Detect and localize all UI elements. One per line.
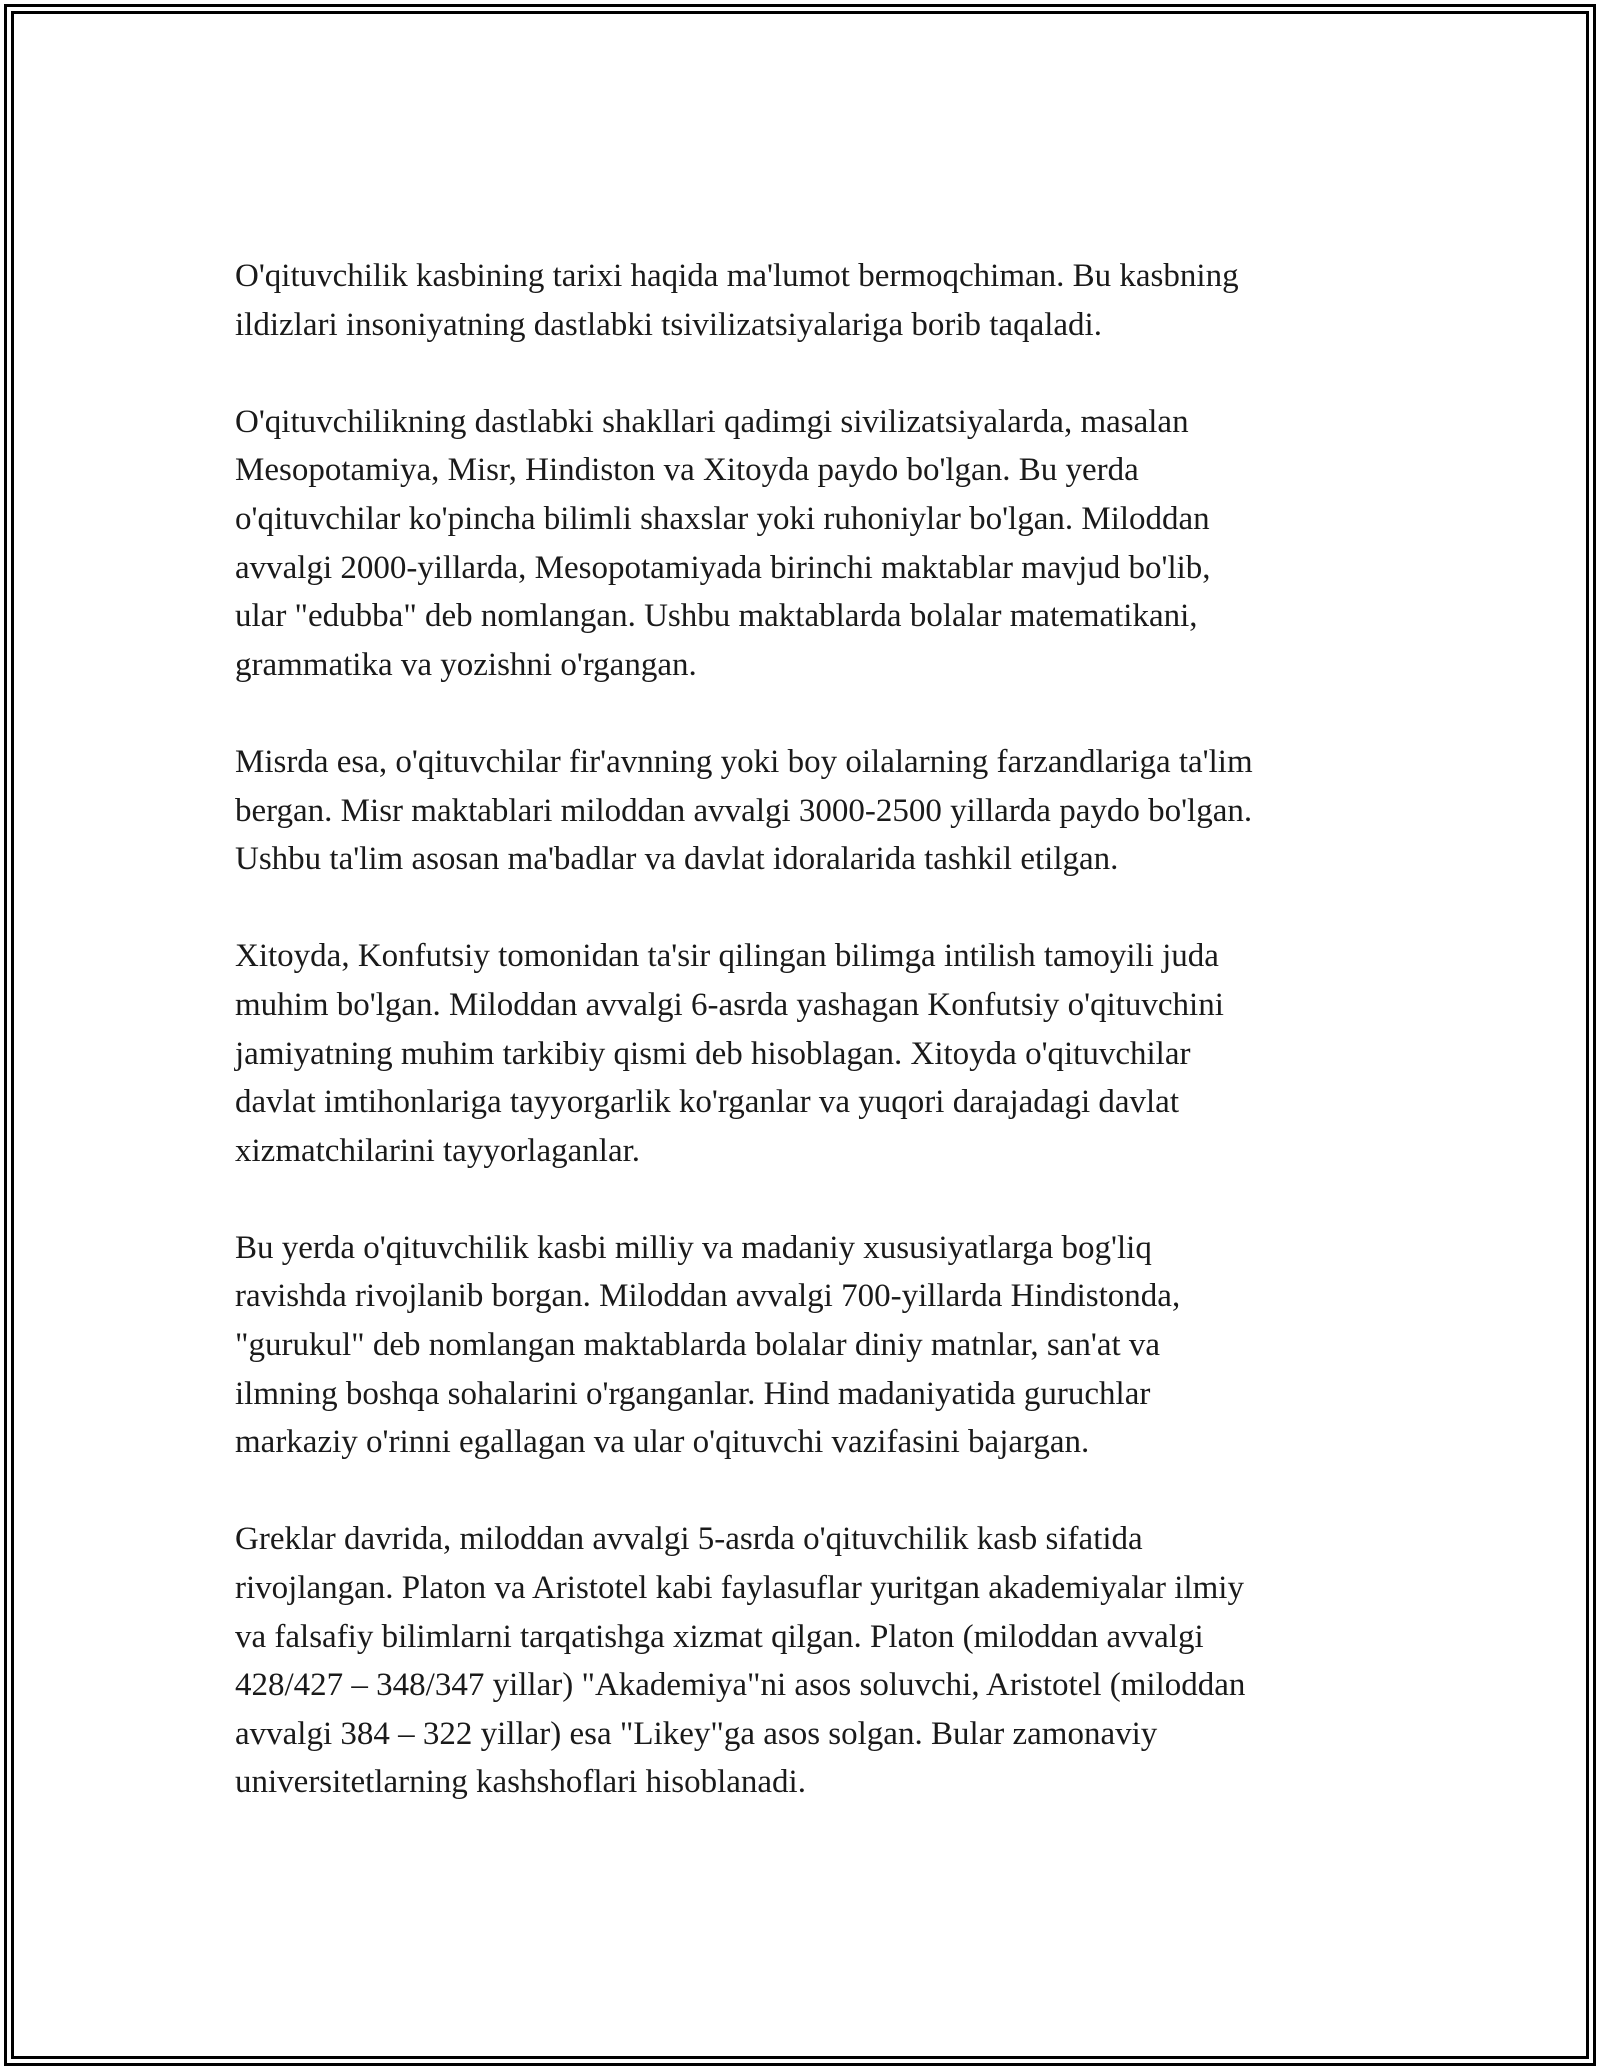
paragraph-india: Bu yerda o'qituvchilik kasbi milliy va madaniy xususiyatlarga bog'liq ravishda rivojlanib borgan. Miloddan avvalgi 700-yillarda Hindistonda, "gurukul" deb nomlangan maktablarda bolalar diniy matnlar, san'at va ilmning boshqa sohalarini o'rganganlar. Hind madaniyatida guruchlar markaziy o'rinni egallagan va ular o'qituvchi vazifasini bajargan. — [235, 1229, 1181, 1461]
document-body — [235, 252, 1375, 1856]
paragraph-china: Xitoyda, Konfutsiy tomonidan ta'sir qilingan bilimga intilish tamoyili juda muhim bo'lgan. Miloddan avvalgi 6-asrda yashagan Konfutsiy o'qituvchini jamiyatning muhim tarkibiy qismi deb hisoblagan. Xitoyda o'qituvchilar davlat imtihonlariga tayyorgarlik ko'rganlar va yuqori darajadagi davlat xizmatchilarini tayyorlaganlar. — [235, 938, 1224, 1169]
paragraph-intro: O'qituvchilik kasbining tarixi haqida ma'lumot bermoqchiman. Bu kasbning ildizlari insoniyatning dastlabki tsivilizatsiyalariga borib taqaladi. — [235, 258, 1239, 343]
paragraph-egypt: Misrda esa, o'qituvchilar fir'avnning yoki boy oilalarning farzandlariga ta'lim bergan. Misr maktablari miloddan avvalgi 3000-2500 yillarda paydo bo'lgan. Ushbu ta'lim asosan ma'badlar va davlat idoralarida tashkil etilgan. — [235, 743, 1253, 878]
paragraph-mesopotamia: O'qituvchilikning dastlabki shakllari qadimgi sivilizatsiyalarda, masalan Mesopotamiya, Misr, Hindiston va Xitoyda paydo bo'lgan. Bu yerda o'qituvchilar ko'pincha bilimli shaxslar yoki ruhoniylar bo'lgan. Miloddan avvalgi 2000-yillarda, Mesopotamiyada birinchi maktablar mavjud bo'lib, ular "edubba" deb nomlangan. Ushbu maktablarda bolalar matematikani, grammatika va yozishni o'rgangan. — [235, 403, 1211, 683]
paragraph-greece: Greklar davrida, miloddan avvalgi 5-asrda o'qituvchilik kasb sifatida rivojlangan. Platon va Aristotel kabi faylasuflar yuritgan akademiyalar ilmiy va falsafiy bilimlarni tarqatishga xizmat qilgan. Platon (miloddan avvalgi 428/427 – 348/347 yillar) "Akademiya"ni asos soluvchi, Aristotel (miloddan avvalgi 384 – 322 yillar) esa "Likey"ga asos solgan. Bular zamonaviy universitetlarning kashshoflari hisoblanadi. — [235, 1521, 1246, 1801]
